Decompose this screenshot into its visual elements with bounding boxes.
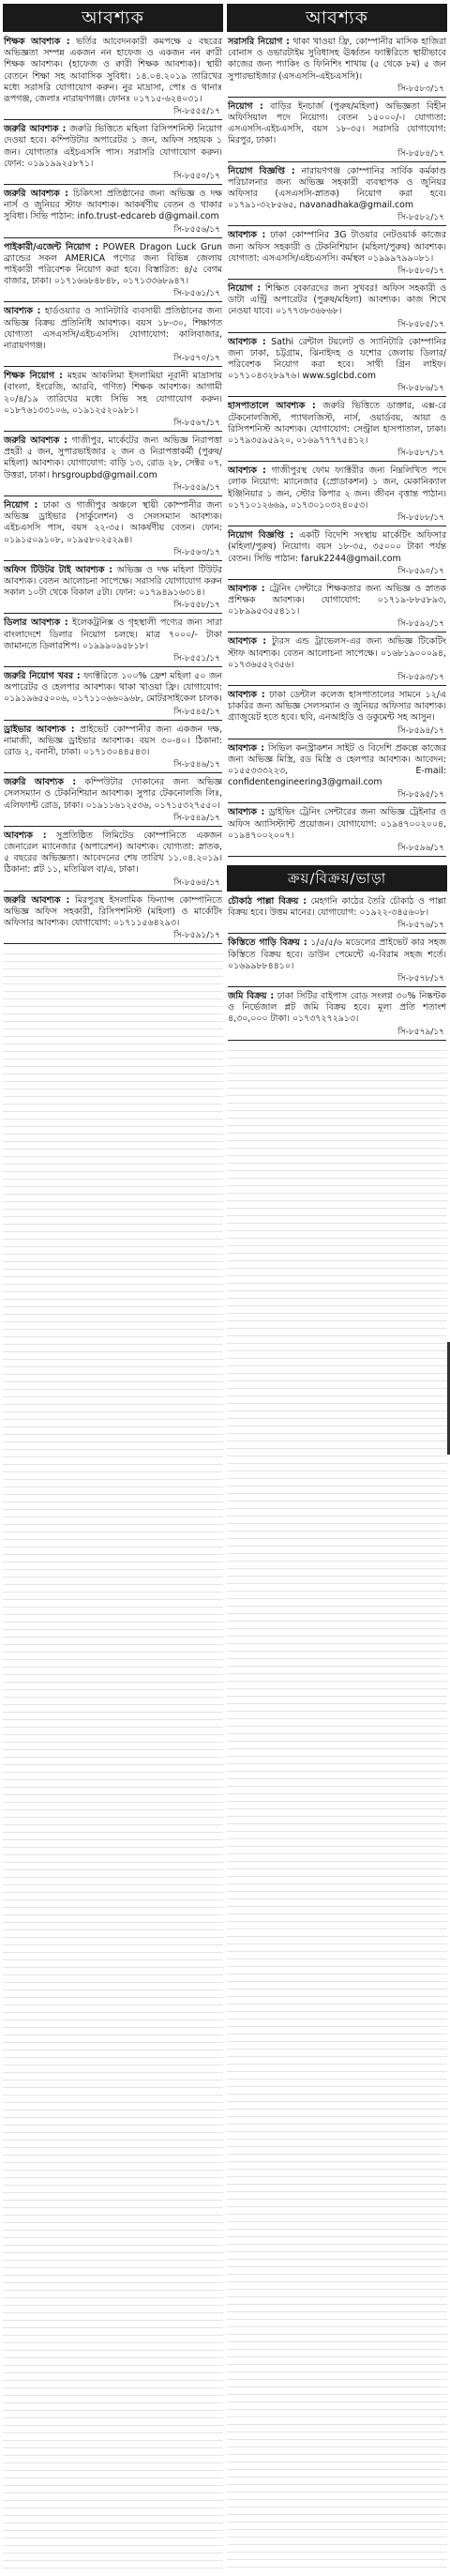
ad-body: নারায়ণগঞ্জ কোম্পানির সার্বিক কর্মকাণ্ড পরিচালনার জন্য অভিজ্ঞ সহকারী ব্যবস্থাপক ও জুনিয়র অফিসার (এসএসসি-স্নাতক) নিয়োগ করা হবে। ০১৭৯১-৩২৮৫৬৫, navanadhaka@gmail.com (228, 165, 447, 211)
ad-heading: জরুরি আবশ্যক : (4, 894, 70, 906)
ad-code: সি-৮৫৮৮/১৭ (228, 511, 446, 526)
classified-ad (3, 241, 223, 303)
ad-heading: জরুরি আবশ্যক : (4, 189, 68, 200)
classified-ad (3, 724, 223, 774)
classified-ad (3, 36, 223, 120)
ad-code: সি-৮৫৮৭/১৭ (228, 447, 446, 462)
ad-code: সি-৮৫৬৭/১৭ (4, 417, 222, 432)
ad-body: Sathi রেন্টাল টয়লেট ও স্যানিটারি কোম্পানির জন্য ঢাকা, চট্টগ্রাম, ঝিনাইদহ ও যশোর জেলায় ডিলার/পরিবেশক নিয়োগ করা হবে। সাথী গ্রিন লাইফ। ০১৭১০৪৩২৮৯৭৬। www.sglcbd.com (228, 336, 447, 382)
ad-body: অভিজ্ঞ ও দক্ষ মহিলা টিউটর আবশ্যক। বেতন আলোচনা সাপেক্ষে। সরাসরি যোগাযোগ করুন সকাল ১০টা থেকে বিকাল ৫টা। ফোন: ০১৭৯৪৯১৬৩১৪। (4, 564, 222, 599)
ad-code: সি-৮৫৮৪/১৭ (228, 147, 446, 162)
ad-heading: কিস্তিতে গাড়ি বিক্রয় : (228, 937, 308, 949)
ad-body: শিক্ষিত বেকারদের জন্য সুখবর! অফিস সহকারী ও ডাটা এন্ট্রি অপারেটর (পুরুষ/মহিলা) আবশ্যক। কাজ শিখে নেওয়া যাবে। ০১৭৭৩৮৩৬৮৬৮। (228, 283, 447, 317)
classified-ad (3, 305, 223, 367)
classified-ad (3, 123, 223, 185)
ad-body: একটি বিদেশি সংস্থায় মার্কেটিং অফিসার (মহিলা/পুরুষ) নিয়োগ। বয়স ১৮-৩৫, ৩৫০০০ টাকা পর্যন্ত বেতন। সিভি পাঠান: faruk2244@gmail.com (228, 530, 446, 564)
ad-code: সি-৮৫৫৫/১৭ (4, 105, 222, 120)
ad-code: সি-৮৫৯৩/১৭ (228, 671, 446, 686)
classified-ad (227, 937, 447, 987)
ad-body: প্রাইভেট কোম্পানীর জন্য একজন দক্ষ, নামাজী, অভিজ্ঞ ড্রাইভার আবশ্যক। বয়স ৩০-৪০। ঠিকানা: রোড ২, বনানী, ঢাকা। ০১৭১৩০৪৪৫৪৩। (4, 724, 222, 757)
ad-code: সি-৮৫৬১/১৭ (4, 287, 222, 302)
ad-code: সি-৮৫৪৫/১৭ (4, 706, 222, 721)
classified-ad (227, 100, 447, 162)
ad-body: মিরপুরস্থ ইসলামিক ফিন্যান্স কোম্পানিতে অভিজ্ঞ অফিস সহকারী, রিসিপশনিস্ট (মহিলা) ও মার্কেটিং অফিসার আবশ্যক। যোগাযোগ: ০১৭১১৫৬৪২৯৩। (4, 894, 222, 928)
ad-body: কম্পিউটার দোকানের জন্য অভিজ্ঞ সেলসম্যান ও টেকনিশিয়ান আবশ্যক। সুপার টেকনোলজি লিঃ, এলিফ্যান্ট রোড, ঢাকা। ০১৯১১৬১২৫৩৬, ০১৭১৫৩২৭৫৫০। (4, 777, 222, 811)
ad-body: ঢাকা ডেন্টাল কলেজ হাসপাতালের সামনে ১২/এ চাকরির জন্য অভিজ্ঞ সেলসম্যান ও জুনিয়র অফিসার আবশ্যক। গ্র্যাজুয়েট হতে হবে। ছবি, এনআইডি ও ডকুমেন্ট সহ আসুন। (228, 689, 446, 724)
ad-code: সি-৮৫৯৫/১৭ (228, 788, 446, 803)
ad-body: ইলেকট্রনিক্স ও গৃহস্থালী পণ্যের জন্য সারা বাংলাদেশে ডিলার নিয়োগ চলছে। মাত্র ৭০০০/- টাকা জামানতে ডিলারশিপ। ০১৯৯৯০৯৫৮১৮। (4, 617, 223, 651)
classified-ad (227, 400, 447, 462)
classified-ad (227, 742, 447, 804)
ad-heading: অফিস টিউটর টাই আবশ্যক : (4, 564, 113, 575)
left-column-continuation (3, 947, 223, 2572)
classified-ad (227, 465, 447, 526)
ad-heading: শিক্ষক নিয়োগ : (4, 371, 63, 382)
ad-body: জরুরি ভিত্তিতে মহিলা রিসিপশনিস্ট নিয়োগ দেওয়া হবে। কম্পিউটার অপারেটর ১ জন, অফিস সহায়ক ১ জন। যোগ্যতাঃ এইচএসসি পাস। সরাসরি যোগাযোগ করুন। ফোন: ০১৯১৯৯২৫৮৭১। (4, 124, 222, 169)
section-header-right: আবশ্যক (227, 4, 447, 32)
classified-ad (227, 36, 447, 98)
ad-heading: আবশ্যক : (228, 636, 266, 648)
ad-body: জরুরি ভিত্তিতে ডাক্তার, এক্স-রে টেকনোলজিস্ট, প্যাথলজিস্ট, নার্স, ওয়ার্ডবয়, আয়া ও রিসিপশনিস্ট আবশ্যক। যোগাযোগ: সেন্ট্রাল হাসপাতাল, ঢাকা। ০১৭৯৩৫৯৫৯২০, ০১৬৯৭৭৭৭৫৪১২। (228, 401, 446, 447)
classified-ad (227, 583, 447, 633)
right-column-continuation (227, 1044, 447, 2572)
classified-ad (3, 564, 223, 615)
ad-code: সি-৮৫৯৪/১৭ (228, 724, 446, 739)
ad-code: সি-৮৫৮০/১৭ (228, 265, 446, 280)
classified-ad (227, 689, 447, 739)
ad-body: বাড়ির ইনচার্জ (পুরুষ/মহিলা) অভিজ্ঞতা বিহীন অফিসিয়াল পদে নিয়োগ। বেতন ১৫০০০/-। যোগ্যতা: এসএসসি-এইচএসসি, বয়স ১৮-৩৫। সরাসরি যোগাযোগ: মিরপুর, ঢাকা। (228, 100, 446, 146)
ad-code: সি-৮৫৭০/১৭ (4, 352, 222, 367)
ad-heading: নিয়োগ : (228, 283, 262, 295)
ad-heading: আবশ্যক : (228, 742, 264, 754)
ad-code: সি-৮৫৭৬/১৭ (228, 919, 446, 934)
ad-code: সি-৮৫৭৯/১৭ (228, 1026, 446, 1041)
ad-code: সি-৮৫৪৬/১৭ (4, 758, 222, 773)
classified-ad (3, 617, 223, 667)
ad-body: চিকিৎসা প্রতিষ্ঠানের জন্য অভিজ্ঞ ও দক্ষ নার্স ও জুনিয়র স্টাফ আবশ্যক। আকর্ষণীয় বেতন ও থাকার সুবিধা। সিভি পাঠান: info.trust-edcareb d@gmail.com (4, 189, 222, 222)
classified-ad (227, 635, 447, 686)
classified-ad (3, 670, 223, 721)
ad-body: ১/৫/৫/৬ মডেলের প্রাইভেট কার সহজ কিস্তিতে বিক্রয় হবে। ডাউন পেমেন্টে এ-বিরাম সহজ শর্তে। ০১৬৯৯৮৮৪৪১০। (228, 937, 447, 971)
ad-code: সি-৮৫৭৮/১৭ (228, 972, 446, 987)
ad-heading: আবশ্যক : (228, 689, 265, 700)
ad-heading: নিয়োগ বিজ্ঞপ্তি : (228, 165, 295, 176)
ad-heading: জরুরি আবশ্যক : (4, 435, 68, 447)
ad-heading: পাইকারী/এজেন্ট নিয়োগ : (4, 241, 99, 252)
ad-code: সি-৮৫৮২/১৭ (228, 211, 446, 226)
right-ads-list (227, 36, 447, 860)
classified-ad (3, 894, 223, 945)
ad-heading: আবশ্যক : (228, 583, 265, 594)
classified-ad (227, 229, 447, 280)
ad-body: গাজীপুর, মার্কেটের জন্য অভিজ্ঞ নিরাপত্তা প্রহরী ৫ জন, সুপারভাইজার ২ জন ও নিরাপত্তাকর্মী (পুরুষ/মহিলা) আবশ্যক। যোগাযোগ: বাড়ি ১৩, রোড ২৮, সেক্টর ০৭, উত্তরা, ঢাকা। hrsgroupbd@gmail.com (4, 435, 222, 480)
ad-heading: আবশ্যক : (228, 336, 266, 347)
ad-body: সিভিল কনস্ট্রাকশন সাইট ও বিদেশি প্রকল্পে কাজের জন্য অভিজ্ঞ মিস্ত্রি, রড মিস্ত্রি ও হেলপার আবশ্যক। আবেদন: ০১৫৫৩৩৩২২৩, E-mail: confidentengineering3@gmail.com (228, 742, 446, 788)
ad-heading: নিয়োগ বিজ্ঞপ্তি : (228, 530, 294, 541)
ad-heading: জরুরি নিয়োগ খবর : (4, 670, 81, 681)
ad-body: ফ্যাক্টরিতে ১০০% ফ্রেশ মহিলা ৫০ জন অপারেটর ও হেলপার আবশ্যক। থাকা খাওয়া ফ্রি। যোগাযোগ: ০১৯১৯৬৫৫০০৬, ০১৭১১০৬৬০৯৬৮, মোটরসাইকেল চালক। (4, 670, 222, 705)
ad-code: সি-৮৫৮৫/১৭ (228, 318, 446, 333)
section-header-buy-sell-rent: ক্রয়/বিক্রয়/ভাড়া (227, 865, 447, 892)
ad-heading: জরুরি আবশ্যক : (4, 124, 67, 135)
ad-code: সি-৮৫৯১/১৭ (4, 929, 222, 944)
ad-body: ভর্তির আবেদনকারী কমপক্ষে ৫ বছরের অভিজ্ঞতা সম্পন্ন একজন নন হাফেজ ও একজন নন ক্বারী শিক্ষক আবশ্যক। (হাফেজ ও ক্বারী শিক্ষক আবশ্যক)। স্থায়ী বেতনে শিক্ষা সহ আবাসিক সুবিধা। ১৪.০৪.২০১৯ তারিখের মধ্যে সরাসরি যোগাযোগ করুন। নুর মাদ্রাসা, পোঃ ও থানাঃ রূপগঞ্জ, জেলাঃ নারায়ণগঞ্জ। ফোনঃ ০১৭১৫-৬২৪০৩১। (4, 37, 223, 105)
ad-heading: সরাসরি নিয়োগ : (228, 37, 290, 47)
ad-heading: জমি বিক্রয় : (228, 990, 275, 1001)
ad-body: ট্যুরস এন্ড ট্রাভেলস-এর জন্য অভিজ্ঞ টিকেটিং স্টাফ আবশ্যক। বেতন আলোচনা সাপেক্ষে। ০১৬৮১৯০০০৯৪, ০১৭৩৬৫৫২৩৫৬। (228, 636, 446, 670)
classified-ad (3, 776, 223, 827)
classified-ad (3, 188, 223, 238)
ad-heading: নিয়োগ : (4, 499, 38, 511)
ad-code: সি-৮৫৮৬/১৭ (228, 382, 446, 397)
ad-code: সি-৮৫৬৪/১৭ (4, 876, 222, 892)
ad-code: সি-৮৫৯৬/১৭ (228, 842, 446, 857)
classified-ad (3, 830, 223, 892)
ad-body: ঢাকা কোম্পানির 3G টাওয়ার নেটওয়ার্ক কাজের জন্য অফিস সহকারী ও টেকনিশিয়ান (মহিলা/পুরুষ) আবশ্যক। যোগ্যতা: এসএসসি/এইচএসসি। কর্মস্থল ০১৯৯৯৭৯৯০৮১। (228, 230, 446, 264)
ad-heading: হাসপাতালে আবশ্যক : (228, 401, 316, 412)
classified-ad (227, 990, 447, 1041)
classified-ad (3, 499, 223, 561)
ad-body: ড্রাইভিং ট্রেনিং সেন্টারের জন্য অভিজ্ঞ ট্রেইনার ও অফিস অ্যাসিস্ট্যান্ট প্রয়োজন। যোগাযোগ: ০১৯৪৭০০২০০৪, ০১৯৪৭০০২০০৭। (228, 807, 447, 841)
ad-heading: আবশ্যক : (228, 807, 265, 818)
ad-code: সি-৮৫৫০/১৭ (4, 170, 222, 185)
ad-code: সি-৮৫৬৩/১৭ (4, 546, 222, 561)
section-header-left: আবশ্যক (3, 4, 223, 32)
ad-body: সুপ্রতিষ্ঠিত লিমিটেড কোম্পানিতে একজন জেনারেল ম্যানেজার (অপারেশন) আবশ্যক। যোগ্যতা: স্নাতক, ৫ বছরের অভিজ্ঞতা। আবেদনের শেষ তারিখ ১১.০৪.২০১৯। ঠিকানা: প্লট ১১, মতিঝিল বা/এ, ঢাকা। (4, 830, 222, 876)
ad-body: থাকা খাওয়া ফ্রি, কোম্পানীর মাসিক হাজিরা বোনাস ও ওভারটাইম সুবিধাসহ ঊর্ধ্বতন ফ্যাক্টরিতে স্থায়ীভাবে কাজের জন্য প্যাকিং ও ফিনিশিং শাখায় (৫ থেকে ৮ম) ৫ জন সুপারভাইজার (এসএসসি-এইচএসসি)। (228, 37, 447, 82)
ad-body: ট্রেনিং সেন্টারে শিক্ষকতার জন্য অভিজ্ঞ ও স্নাতক প্রশিক্ষক আবশ্যক। যোগাযোগ: ০১৭১৯-৮৮৫৮৯৩, ০১৮৯৯৫৩৫৫৪১১। (228, 583, 446, 617)
ad-code: সি-৮৫৫৯/১৭ (4, 481, 222, 496)
classified-ad (3, 370, 223, 432)
ad-heading: ডিলার আবশ্যক : (4, 617, 68, 629)
ad-heading: ড্রাইভার আবশ্যক : (4, 724, 75, 735)
ad-heading: আবশ্যক : (4, 306, 41, 317)
ad-code: সি-৮৫৪৯/১৭ (4, 812, 222, 827)
classified-ad (227, 165, 447, 227)
ad-heading: চৌকাঠ পাল্লা বিক্রয় : (228, 895, 307, 907)
ad-body: ঢাকা সিটির বাইপাস রোড সংলগ্ন ৩০% নিষ্কণ্টক ও নির্ভেজাল প্লট জমি বিক্রয় হবে। মূল্য প্রতি শতাংশ ৪,৩০,০০০ টাকা। ০১৭৩৭২৭২৯১৩। (228, 990, 446, 1025)
classified-ad (227, 806, 447, 857)
left-column (3, 4, 223, 2572)
ad-heading: শিক্ষক আবশ্যক : (4, 37, 70, 47)
ad-body: হার্ডওয়্যার ও স্যানিটারি ব্যবসায়ী প্রতিষ্ঠানের জন্য অভিজ্ঞ বিক্রয় প্রতিনিধি আবশ্যক। বয়স ১৮-৩০, শিক্ষাগত যোগ্যতা এসএসসি/এইচএসসি। যোগাযোগ: কালিবাজার, নারায়ণগঞ্জ। (4, 306, 223, 352)
ad-code: সি-৮৫৮৩/১৭ (228, 83, 446, 98)
ad-body: ঢাকা ও গাজীপুর অঞ্চলে স্থায়ী কোম্পানীর জন্য অভিজ্ঞ ড্রাইভার (সার্কুলেশন) ও সেলসম্যান আবশ্যক। এইচএসসি পাস, বয়স ২২-৩৫। আকর্ষণীয় বেতন। ফোন: ০১৯১৫০৯১০৮, ০১৯৫৮০২৫২৯৪। (4, 499, 222, 545)
ad-heading: নিয়োগ : (228, 100, 263, 112)
ad-code: সি-৮৫৫৮/১৭ (4, 599, 222, 614)
right-column (227, 4, 447, 2572)
ad-body: POWER Dragon Luck Grun ব্র্যান্ডের সকল AMERICA পণ্যের জন্য বিভিন্ন জেলায় পাইকারী পরিবেশক নিয়োগ করা হবে। বিস্তারিত: ৪/৫ বেগম বাজার, ঢাকা। ০১৭১৬৬৮৪৮৪৮, ০১৭১৩৩৬৮৯৪৭। (4, 241, 223, 287)
left-ads-list (3, 36, 223, 947)
ad-body: মহরম আকলিমা ইসলামিয়া নূরানী মাদ্রাসায় (বাংলা, ইংরেজি, আরবি, গণিত) শিক্ষক আবশ্যক। আগামী ২০/৪/১৯ তারিখের মধ্যে সিভি সহ যোগাযোগ করুন। ০১৮৭৬১৩৩১০৬, ০১৯১২৫২০৯৮১। (4, 371, 222, 416)
buy-sell-ads-list (227, 895, 447, 1044)
classified-ad (227, 529, 447, 580)
classified-ad (227, 336, 447, 398)
ad-code: সি-৮৫৯০/১৭ (228, 565, 446, 580)
ad-heading: জরুরি আবশ্যক : (4, 777, 77, 788)
ad-body: গাজীপুরস্থ ফোম ফ্যাক্টরীর জন্য নিম্নলিখিত পদে লোক নিয়োগ: ম্যানেজার (প্রোডাকশন) ১ জন, মেকানিক্যাল ইঞ্জিনিয়ার ১ জন, স্টোর কিপার ২ জন। জীবন বৃত্তান্ত পাঠান। ০১৭১০১২৬৬৯, ০১৭৩০১০৩২৪০৫৩। (228, 465, 446, 511)
ad-heading: আবশ্যক : (228, 230, 266, 241)
ad-heading: আবশ্যক : (228, 465, 266, 477)
ad-code: সি-৮৫৫১/১৭ (4, 652, 222, 667)
classified-ad (3, 434, 223, 496)
ad-code: সি-৮৫৯২/১৭ (228, 617, 446, 633)
ad-body: মেহগনি কাঠের তৈরি চৌকাঠ ও পাল্লা বিক্রয় হবে। উত্তম মানের। যোগাযোগ: ০১৯২২-৩৪৫৬০৮। (228, 895, 447, 919)
ad-code: সি-৮৫৫৬/১৭ (4, 223, 222, 238)
ad-heading: আবশ্যক : (4, 830, 47, 841)
classified-ad (227, 895, 447, 934)
classified-ad (227, 282, 447, 333)
